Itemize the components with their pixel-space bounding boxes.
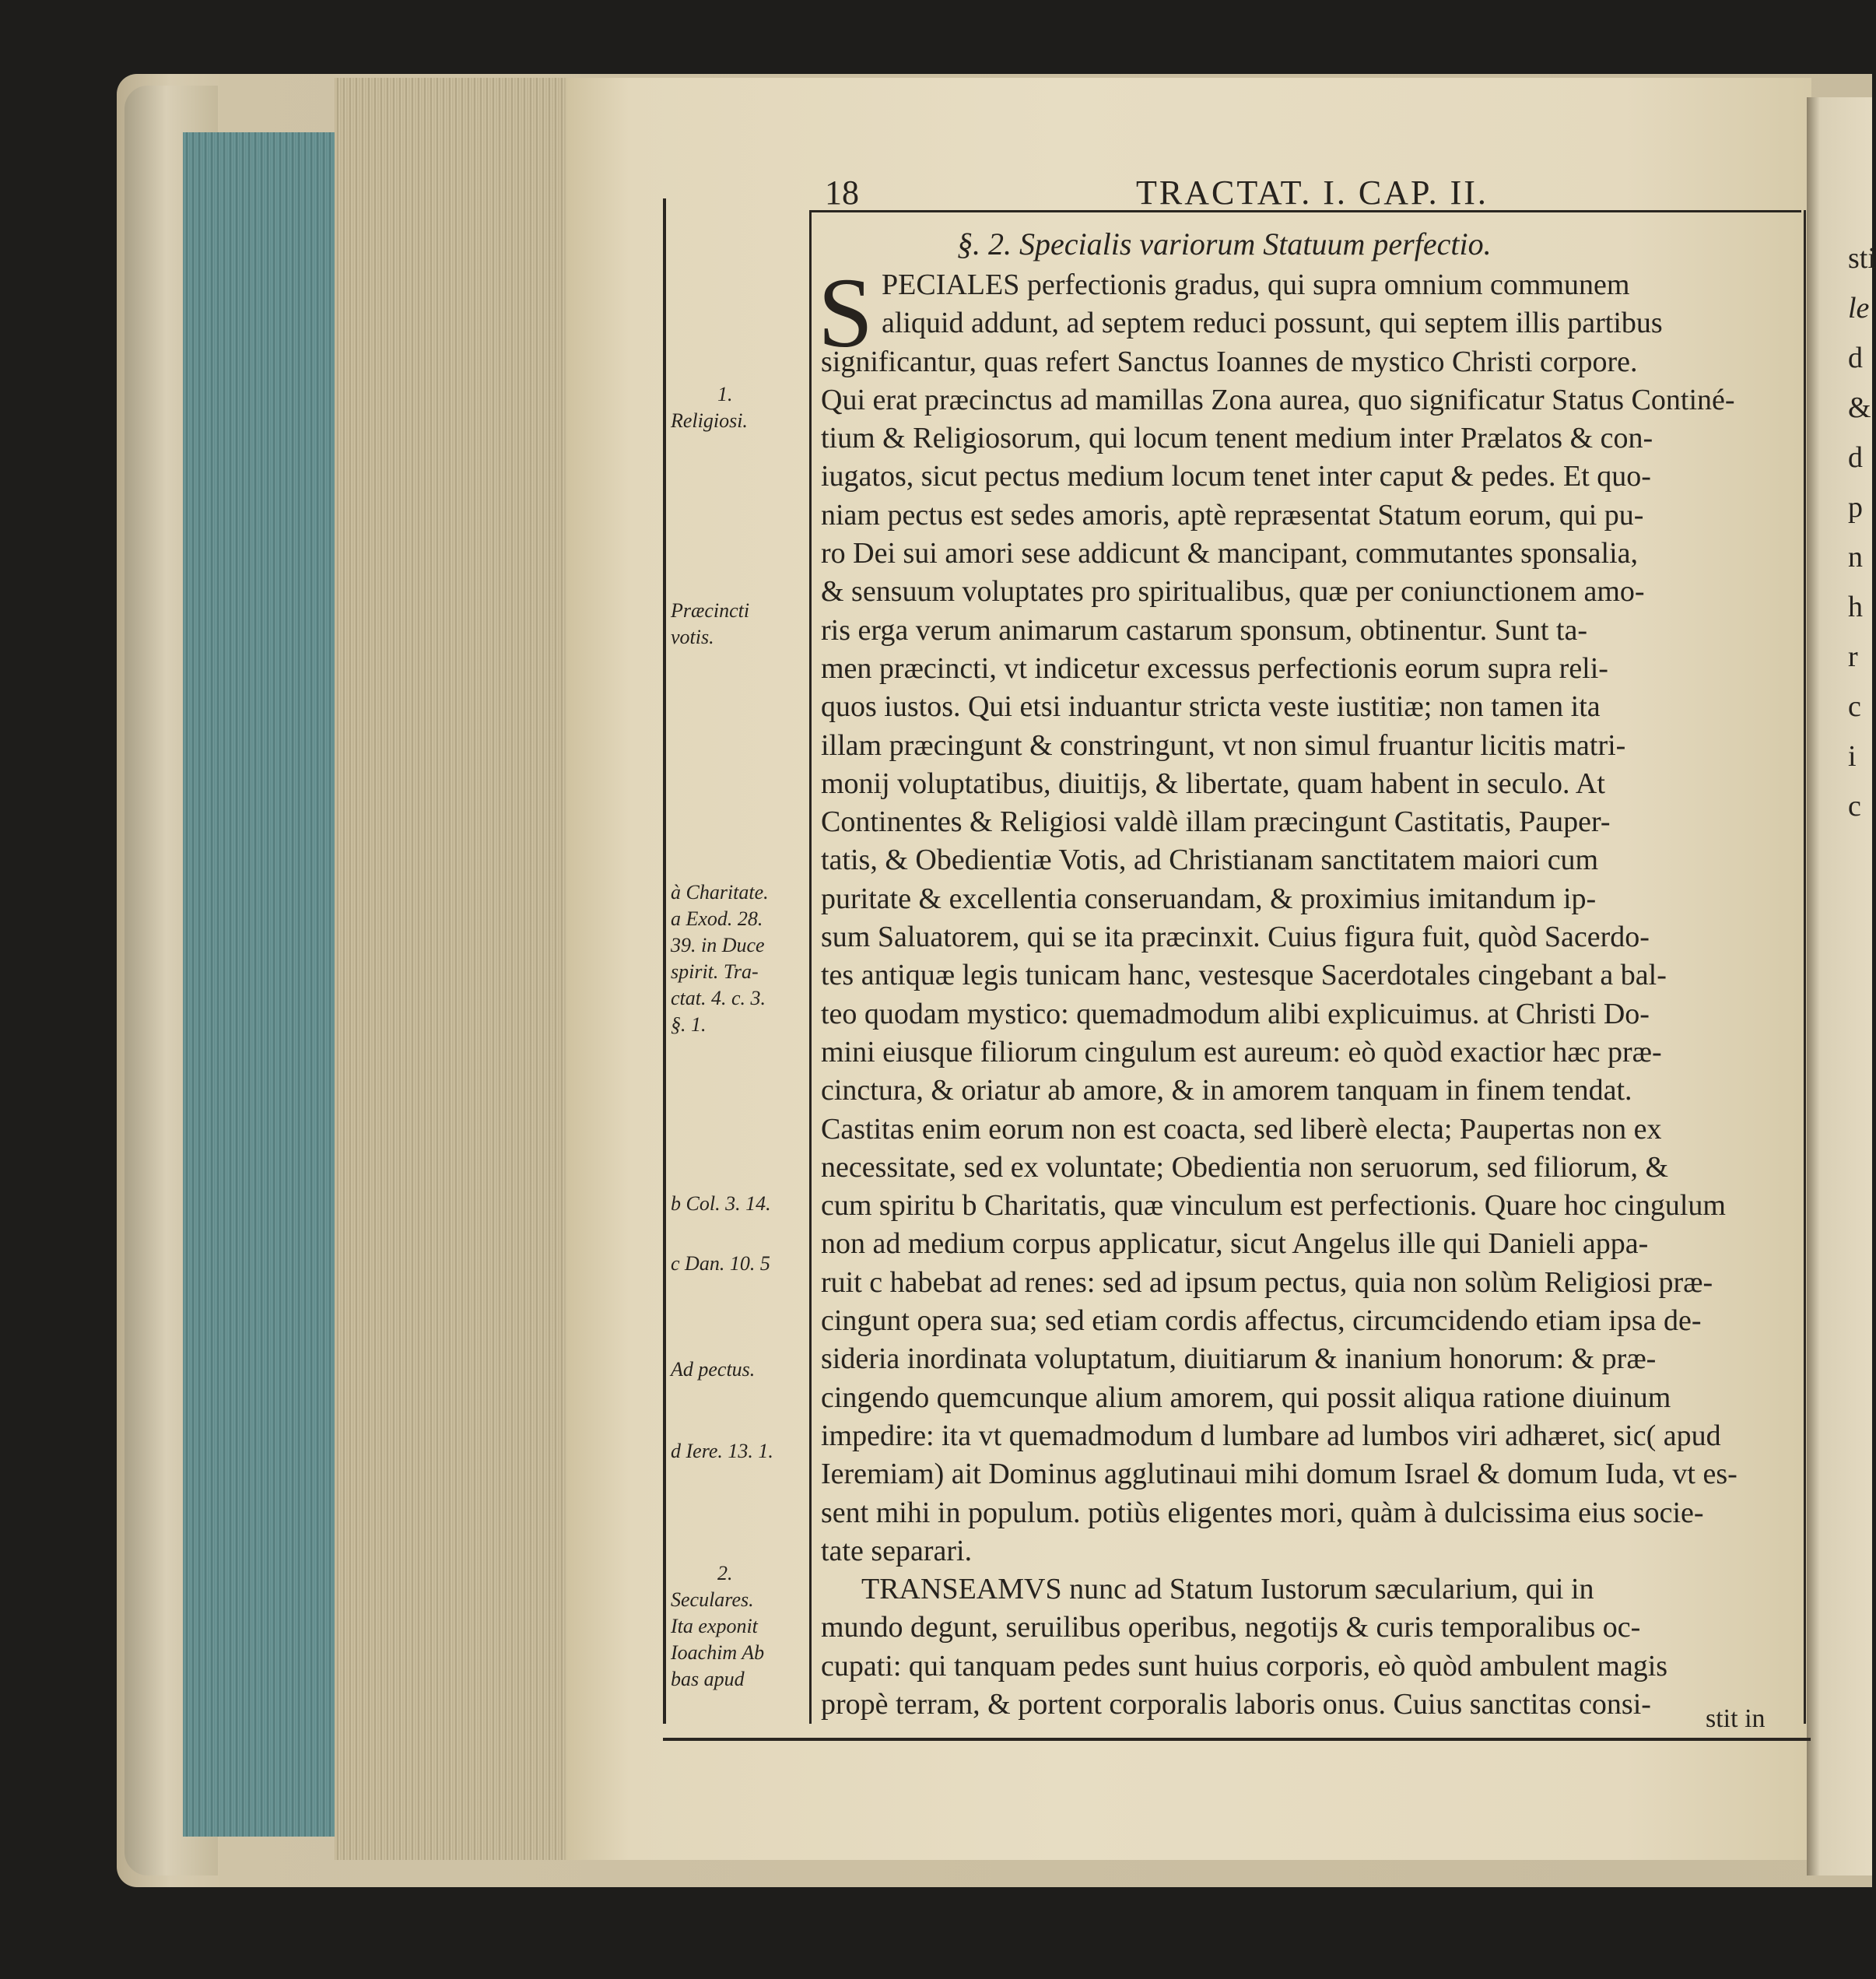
marginal-note	[671, 381, 808, 434]
text-line: tes antiquæ legis tunicam hanc, vestesque Sacerdotales cingebant a bal-	[821, 959, 1667, 992]
marginal-note	[671, 1356, 808, 1383]
text-line: ruit c habebat ad renes: sed ad ipsum pectus, quia non solùm Religiosi præ-	[821, 1265, 1713, 1299]
text-line: PECIALES perfectionis gradus, qui supra omnium communem	[882, 268, 1630, 301]
marginal-line: spirit. Tra-	[671, 960, 759, 983]
text-line: Continentes & Religiosi valdè illam præcingunt Castitatis, Pauper-	[821, 805, 1611, 839]
text-line: cingunt opera sua; sed etiam cordis affectus, circumcidendo etiam ipsa de-	[821, 1304, 1702, 1338]
running-head	[825, 173, 1797, 219]
facing-fragment: r	[1848, 640, 1858, 673]
marginal-note	[671, 1251, 808, 1277]
text-line: significantur, quas refert Sanctus Ioannes de mystico Christi corpore.	[821, 345, 1638, 378]
text-line: cum spiritu b Charitatis, quæ vinculum est perfectionis. Quare hoc cingulum	[821, 1189, 1726, 1223]
margin-rule-right	[809, 210, 812, 1724]
facing-fragment: c	[1848, 690, 1861, 723]
marginal-line: Præcincti	[671, 599, 750, 622]
facing-fragment: &	[1848, 391, 1871, 424]
facing-page-text	[1848, 233, 1876, 831]
facing-fragment: d	[1848, 441, 1863, 474]
text-line: mini eiusque filiorum cingulum est aureum: eò quòd exactior hæc præ-	[821, 1035, 1662, 1068]
marginal-line: 1.	[717, 383, 733, 405]
text-line: Castitas enim eorum non est coacta, sed liberè electa; Paupertas non ex	[821, 1112, 1662, 1146]
facing-fragment: p	[1848, 491, 1863, 524]
text-line: TRANSEAMVS nunc ad Statum Iustorum sæcularium, qui in	[861, 1573, 1594, 1606]
colored-fore-edge	[183, 132, 335, 1837]
marginal-line: à Charitate.	[671, 881, 769, 904]
drop-cap: S	[818, 258, 874, 368]
text-line: & sensuum voluptates pro spiritualibus, quæ per coniunctionem amo-	[821, 575, 1645, 609]
facing-fragment: i	[1848, 740, 1857, 773]
text-line: propè terram, & portent corporalis laboris onus. Cuius sanctitas consi-	[821, 1687, 1651, 1721]
text-line: tatis, & Obedientiæ Votis, ad Christianam sanctitatem maiori cum	[821, 844, 1599, 877]
marginal-line: §. 1.	[671, 1013, 707, 1036]
text-line: teo quodam mystico: quemadmodum alibi explicuimus. at Christi Do-	[821, 997, 1650, 1030]
page-number: 18	[825, 174, 859, 212]
marginal-note	[671, 1191, 808, 1217]
marginal-note	[671, 1438, 808, 1465]
text-line: ris erga verum animarum castarum sponsum, obtinentur. Sunt ta-	[821, 613, 1587, 647]
marginal-line: a Exod. 28.	[671, 907, 763, 930]
facing-fragment: h	[1848, 591, 1863, 623]
text-line: non ad medium corpus applicatur, sicut Angelus ille qui Danieli appa-	[821, 1227, 1649, 1261]
text-line: cupati: qui tanquam pedes sunt huius corporis, eò quòd ambulent magis	[821, 1649, 1668, 1683]
footer-rule	[663, 1738, 1811, 1741]
facing-fragment: d	[1848, 342, 1863, 374]
marginal-line: Seculares.	[671, 1588, 754, 1611]
text-line: sent mihi in populum. potiùs eligentes mori, quàm à dulcissima eius socie-	[821, 1496, 1704, 1529]
marginal-line: b Col. 3. 14.	[671, 1192, 771, 1215]
marginal-line: bas apud	[671, 1668, 745, 1690]
text-line: illam præcingunt & constringunt, vt non simul fruantur licitis matri-	[821, 728, 1626, 762]
marginal-line: Ad pectus.	[671, 1358, 756, 1381]
text-line: niam pectus est sedes amoris, aptè repræsentat Statum eorum, qui pu-	[821, 498, 1644, 532]
text-line: mundo degunt, seruilibus operibus, negotijs & curis temporalibus oc-	[821, 1611, 1641, 1644]
page-stack-edge	[335, 78, 568, 1860]
text-line: sideria inordinata voluptatum, diuitiarum & inanium honorum: & præ-	[821, 1342, 1657, 1376]
marginal-note	[671, 598, 808, 651]
text-line: Qui erat præcinctus ad mamillas Zona aurea, quo significatur Status Continé-	[821, 383, 1735, 416]
text-line: Ieremiam) ait Dominus agglutinaui mihi domum Israel & domum Iuda, vt es-	[821, 1458, 1737, 1491]
section-heading: §. 2. Specialis variorum Statuum perfectio.	[957, 226, 1492, 261]
text-line: sum Saluatorem, qui se ita præcinxit. Cuius figura fuit, quòd Sacerdo-	[821, 921, 1650, 954]
facing-fragment: sti	[1848, 242, 1876, 275]
text-line: cingendo quemcunque alium amorem, qui possit aliqua ratione diuinum	[821, 1381, 1671, 1414]
text-line: aliquid addunt, ad septem reduci possunt, qui septem illis partibus	[882, 307, 1663, 340]
text-line: quos iustos. Qui etsi induantur stricta veste iustitiæ; non tamen ita	[821, 690, 1601, 724]
marginal-line: d Iere. 13. 1.	[671, 1440, 773, 1462]
text-line: iugatos, sicut pectus medium locum tenet inter caput & pedes. Et quo-	[821, 460, 1651, 493]
running-title: TRACTAT. I. CAP. II.	[1136, 174, 1489, 212]
text-line: necessitate, sed ex voluntate; Obedientia non seruorum, sed filiorum, &	[821, 1150, 1669, 1184]
marginal-line: ctat. 4. c. 3.	[671, 987, 766, 1009]
marginal-line: 39. in Duce	[671, 934, 765, 956]
marginal-line: 2.	[717, 1562, 733, 1584]
facing-fragment: c	[1848, 790, 1861, 823]
facing-fragment: le	[1848, 292, 1870, 325]
catchword: stit in	[1706, 1704, 1766, 1733]
text-line: ro Dei sui amori sese addicunt & mancipant, commutantes sponsalia,	[821, 537, 1639, 570]
margin-rule-left	[663, 198, 666, 1724]
text-line: impedire: ita vt quemadmodum d lumbare ad lumbos viri adhæret, sic( apud	[821, 1419, 1721, 1452]
main-text	[818, 258, 1809, 1724]
marginal-note	[671, 879, 808, 1038]
marginal-line: Ita exponit	[671, 1615, 758, 1637]
text-line: cinctura, & oriatur ab amore, & in amorem tanquam in finem tendat.	[821, 1074, 1632, 1107]
marginal-note	[671, 1560, 808, 1693]
marginal-line: votis.	[671, 626, 714, 648]
text-line: men præcincti, vt indicetur excessus perfectionis eorum supra reli-	[821, 651, 1608, 685]
marginal-line: Religiosi.	[671, 409, 748, 432]
text-line: puritate & excellentia conseruandam, & proximius imitandum ip-	[821, 882, 1597, 915]
text-line: monij voluptatibus, diuitijs, & libertate, quam habent in seculo. At	[821, 767, 1605, 800]
text-line: tate separari.	[821, 1534, 973, 1567]
text-line: tium & Religiosorum, qui locum tenent medium inter Prælatos & con-	[821, 422, 1653, 455]
marginal-line: c Dan. 10. 5	[671, 1252, 770, 1275]
facing-fragment: n	[1848, 541, 1863, 574]
marginal-line: Ioachim Ab	[671, 1641, 765, 1664]
